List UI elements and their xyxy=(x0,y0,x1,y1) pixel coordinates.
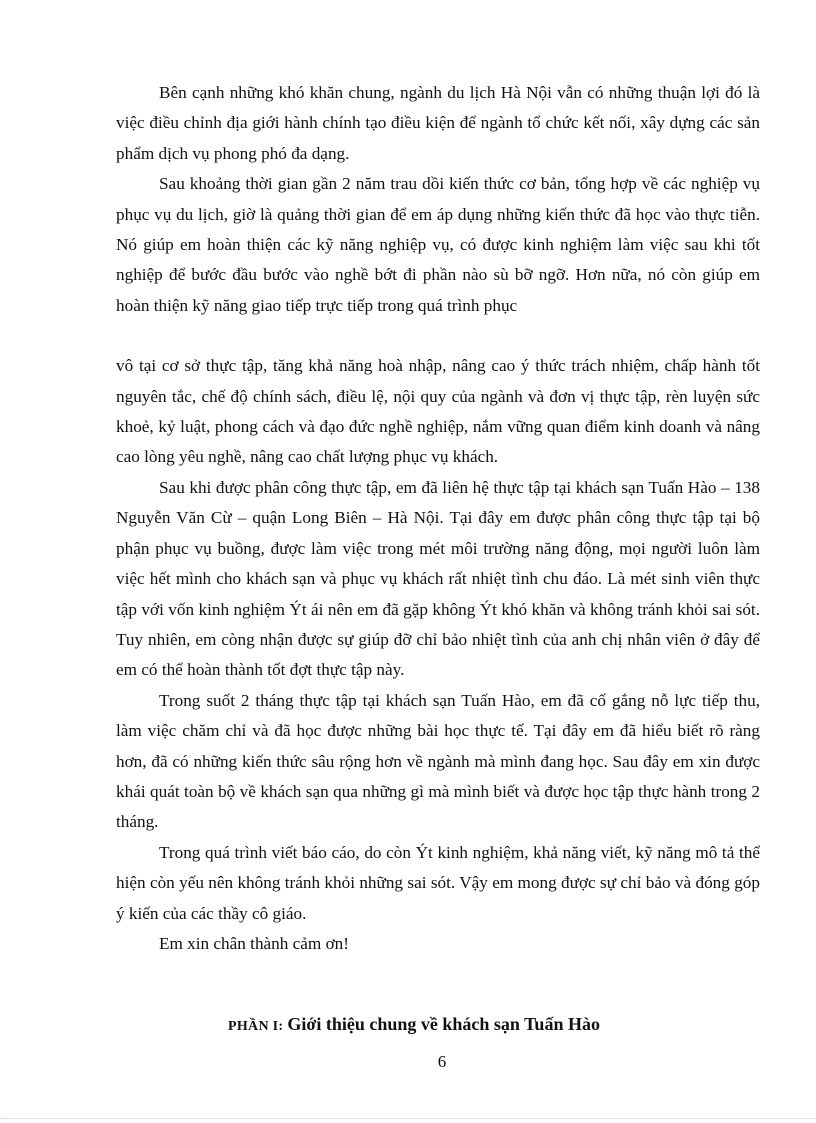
body-text xyxy=(116,78,760,959)
page-bottom-divider xyxy=(0,1118,816,1119)
page-number: 6 xyxy=(437,1052,447,1071)
paragraph-gap xyxy=(116,321,760,351)
paragraph: Sau khi được phân công thực tập, em đã liên hệ thực tập tại khách sạn Tuấn Hào – 138 Nguyễn Văn Cừ – quận Long Biên – Hà Nội. Tại đây em được phân công thực tập tại bộ phận phục vụ buồng, được làm việc trong mét môi trường năng động, mọi người luôn làm việc hết mình cho khách sạn và phục vụ khách rất nhiệt tình chu đáo. Là mét sinh viên thực tập với vốn kinh nghiệm Ýt ái nên em đã gặp không Ýt khó khăn và không tránh khỏi sai sót. Tuy nhiên, em còng nhận được sự giúp đỡ chỉ bảo nhiệt tình của anh chị nhân viên ở đây để em có thể hoàn thành tốt đợt thực tập này. xyxy=(116,477,760,680)
section-part-label: PHẦN I: xyxy=(228,1019,284,1034)
section-heading xyxy=(228,1014,600,1035)
paragraph: Trong suốt 2 tháng thực tập tại khách sạn Tuấn Hào, em đã cố gắng nỗ lực tiếp thu, làm việc chăm chỉ và đã học được những bài học thực tế. Tại đây em đã hiểu biết rõ ràng hơn, đã có những kiến thức sâu rộng hơn về ngành mà mình đang học. Sau đây em xin được khái quát toàn bộ về khách sạn qua những gì mà mình biết và được học tập thực hành trong 2 tháng. xyxy=(116,690,760,832)
paragraph: Bên cạnh những khó khăn chung, ngành du lịch Hà Nội vẫn có những thuận lợi đó là việc điều chỉnh địa giới hành chính tạo điều kiện để ngành tổ chức kết nối, xây dựng các sản phẩm dịch vụ phong phó đa dạng. xyxy=(116,83,760,163)
section-title: Giới thiệu chung về khách sạn Tuấn Hào xyxy=(287,1014,600,1034)
paragraph-continuation: vô tại cơ sở thực tập, tăng khả năng hoà nhập, nâng cao ý thức trách nhiệm, chấp hành tốt nguyên tắc, chế độ chính sách, điều lệ, nội quy của ngành và đơn vị thực tập, rèn luyện sức khoẻ, kỷ luật, phong cách và đạo đức nghề nghiệp, nắm vững quan điểm kinh doanh và nâng cao lòng yêu nghề, nâng cao chất lượng phục vụ khách. xyxy=(116,356,760,467)
closing-line: Em xin chân thành cảm ơn! xyxy=(159,933,349,953)
paragraph: Sau khoảng thời gian gần 2 năm trau dồi kiến thức cơ bản, tổng hợp về các nghiệp vụ phục vụ du lịch, giờ là quảng thời gian để em áp dụng những kiến thức đã học vào thực tiễn. Nó giúp em hoàn thiện các kỹ năng nghiệp vụ, có được kinh nghiệm làm việc sau khi tốt nghiệp để bước đầu bước vào nghề bớt đi phần nào sù bỡ ngỡ. Hơn nữa, nó còn giúp em hoàn thiện kỹ năng giao tiếp trực tiếp trong quá trình phục xyxy=(116,174,760,315)
paragraph: Trong quá trình viết báo cáo, do còn Ýt kinh nghiệm, khả năng viết, kỹ năng mô tả thể hiện còn yếu nên không tránh khỏi những sai sót. Vậy em mong được sự chỉ bảo và đóng góp ý kiến của các thầy cô giáo. xyxy=(116,842,760,923)
